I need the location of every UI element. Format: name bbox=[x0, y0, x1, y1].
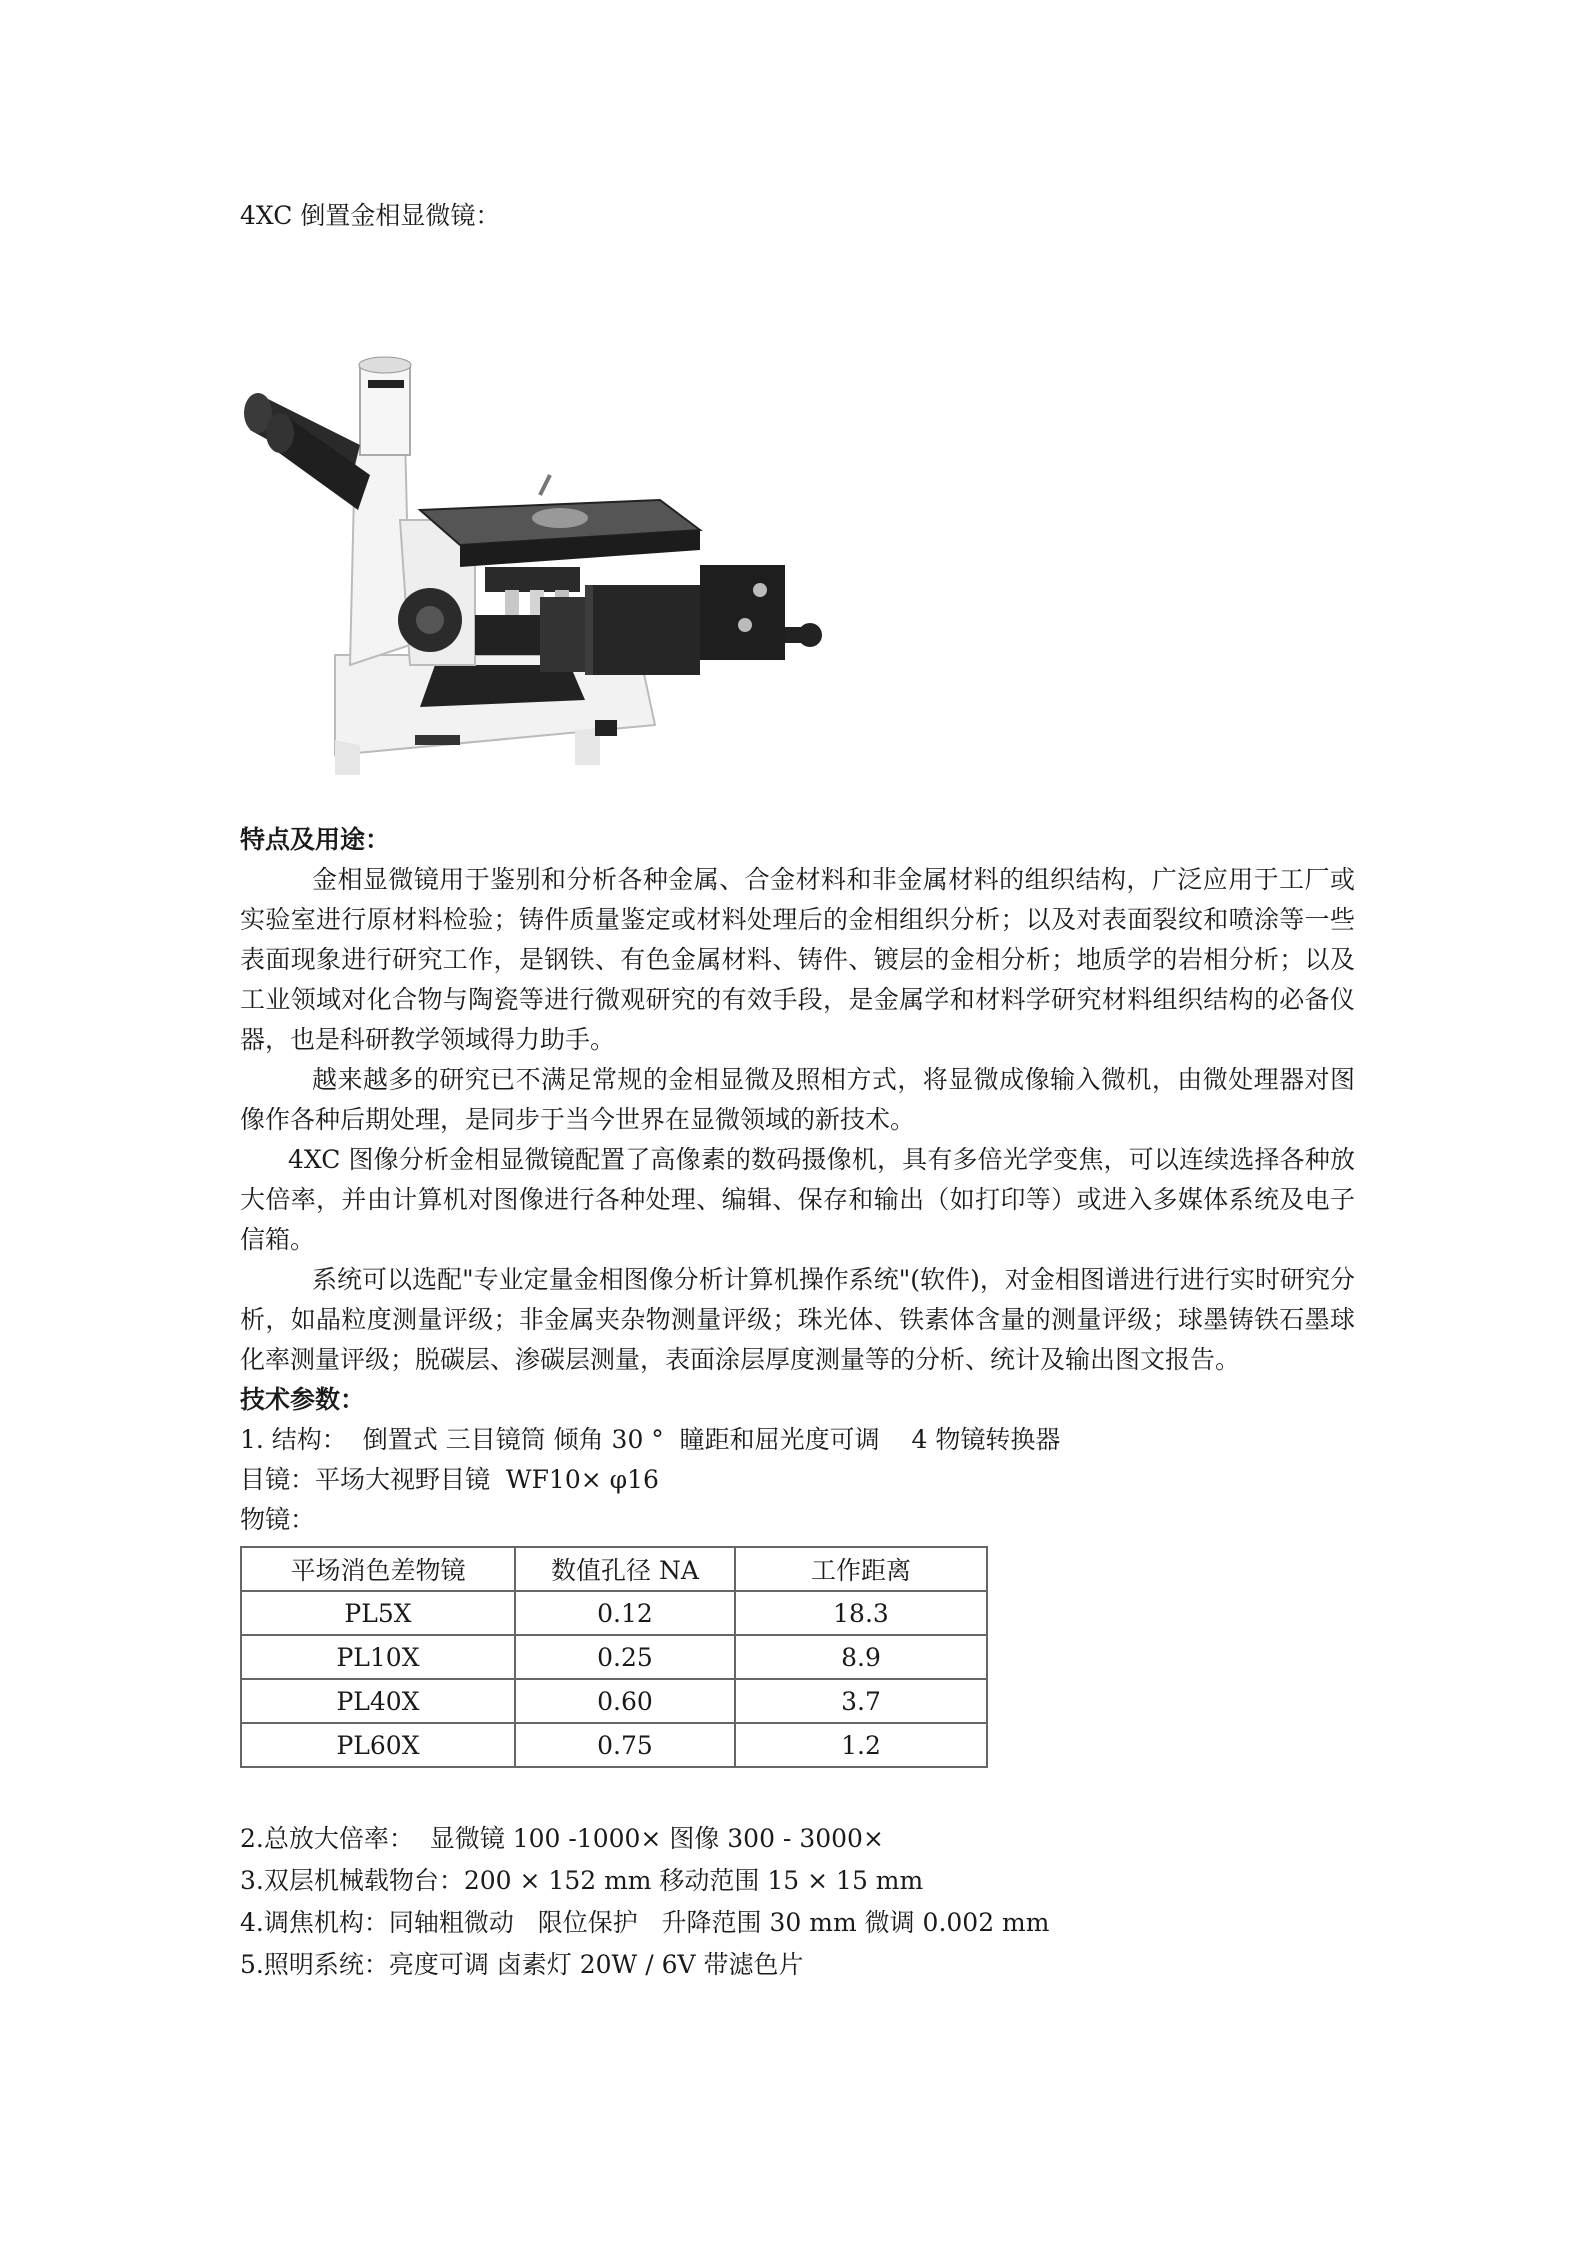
table-cell: 0.75 bbox=[515, 1723, 735, 1767]
table-header-row bbox=[241, 1547, 987, 1591]
spec-objective-label: 物镜： bbox=[240, 1505, 316, 1534]
objective-table bbox=[240, 1546, 988, 1768]
table-header-cell: 数值孔径 NA bbox=[515, 1547, 735, 1591]
table-row bbox=[241, 1635, 987, 1679]
features-paragraph-3: 4XC 图像分析金相显微镜配置了高像素的数码摄像机，具有多倍光学变焦，可以连续选择各种放大倍率，并由计算机对图像进行各种处理、编辑、保存和输出（如打印等）或进入多媒体系统及电子信箱。 bbox=[240, 1145, 1355, 1254]
features-paragraph-2: 越来越多的研究已不满足常规的金相显微及照相方式，将显微成像输入微机，由微处理器对图像作各种后期处理，是同步于当今世界在显微领域的新技术。 bbox=[240, 1065, 1355, 1134]
spec-item: 3.双层机械载物台：200 × 152 mm 移动范围 15 × 15 mm bbox=[240, 1866, 924, 1895]
table-row bbox=[241, 1723, 987, 1767]
spec-item: 2.总放大倍率： 显微镜 100 -1000× 图像 300 - 3000× bbox=[240, 1824, 884, 1853]
table-cell: 3.7 bbox=[735, 1679, 987, 1723]
spec-eyepiece: 目镜：平场大视野目镜 WF10× φ16 bbox=[240, 1465, 659, 1494]
table-cell: PL5X bbox=[241, 1591, 515, 1635]
document-title: 4XC 倒置金相显微镜： bbox=[240, 201, 501, 230]
table-cell: PL60X bbox=[241, 1723, 515, 1767]
document-body bbox=[240, 820, 1355, 1986]
table-cell: PL40X bbox=[241, 1679, 515, 1723]
spec-item: 5.照明系统：亮度可调 卤素灯 20W / 6V 带滤色片 bbox=[240, 1950, 804, 1979]
table-cell: 0.12 bbox=[515, 1591, 735, 1635]
spec-item: 4.调焦机构：同轴粗微动 限位保护 升降范围 30 mm 微调 0.002 mm bbox=[240, 1908, 1050, 1937]
table-cell: 18.3 bbox=[735, 1591, 987, 1635]
features-heading: 特点及用途： bbox=[240, 825, 391, 854]
table-header-cell: 平场消色差物镜 bbox=[241, 1547, 515, 1591]
table-cell: 1.2 bbox=[735, 1723, 987, 1767]
microscope-figure bbox=[240, 335, 840, 775]
inverted-metallurgical-microscope-icon bbox=[240, 335, 840, 775]
table-row bbox=[241, 1591, 987, 1635]
table-row bbox=[241, 1679, 987, 1723]
table-cell: 0.25 bbox=[515, 1635, 735, 1679]
features-paragraph-1: 金相显微镜用于鉴别和分析各种金属、合金材料和非金属材料的组织结构，广泛应用于工厂或实验室进行原材料检验；铸件质量鉴定或材料处理后的金相组织分析；以及对表面裂纹和喷涂等一些表面现象进行研究工作，是钢铁、有色金属材料、铸件、镀层的金相分析；地质学的岩相分析；以及工业领域对化合物与陶瓷等进行微观研究的有效手段，是金属学和材料学研究材料组织结构的必备仪器，也是科研教学领域得力助手。 bbox=[240, 865, 1355, 1054]
spec-list bbox=[240, 1818, 1355, 1986]
specs-heading: 技术参数： bbox=[240, 1385, 366, 1414]
table-cell: 0.60 bbox=[515, 1679, 735, 1723]
table-cell: PL10X bbox=[241, 1635, 515, 1679]
table-header-cell: 工作距离 bbox=[735, 1547, 987, 1591]
spec-structure: 1. 结构： 倒置式 三目镜筒 倾角 30 ° 瞳距和屈光度可调 4 物镜转换器 bbox=[240, 1425, 1061, 1454]
table-cell: 8.9 bbox=[735, 1635, 987, 1679]
features-paragraph-4: 系统可以选配"专业定量金相图像分析计算机操作系统"(软件)，对金相图谱进行进行实时研究分析，如晶粒度测量评级；非金属夹杂物测量评级；珠光体、铁素体含量的测量评级；球墨铸铁石墨球化率测量评级；脱碳层、渗碳层测量，表面涂层厚度测量等的分析、统计及输出图文报告。 bbox=[240, 1265, 1355, 1374]
